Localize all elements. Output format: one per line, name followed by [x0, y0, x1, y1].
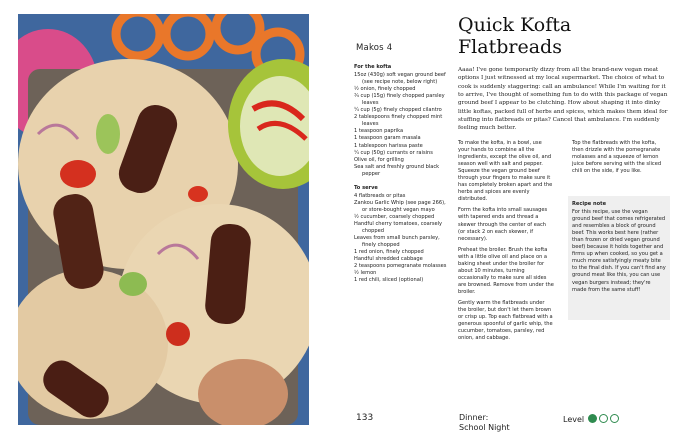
food-photo	[18, 14, 309, 425]
title-line-2: Flatbreads	[458, 36, 562, 58]
recipe-title	[458, 14, 668, 58]
ingredient-item: 2 teaspoons pomegranate molasses	[354, 263, 447, 270]
difficulty-level	[563, 414, 619, 425]
method-step: Form the kofta into small sausages with tapered ends and thread a skewer through the center of each (or stack 2 on each skewer, if necessary).	[458, 207, 548, 242]
section-line-1: Dinner:	[459, 413, 489, 422]
recipe-note-box	[568, 196, 670, 320]
ingredient-item: ½ onion, finely chopped	[354, 86, 416, 93]
ingredient-item: Handful shredded cabbage	[354, 256, 423, 263]
ingredient-item: ½ cucumber, coarsely chopped	[354, 213, 435, 220]
kofta-ingredient-list	[354, 72, 452, 178]
ingredient-item: Leaves from small bunch parsley, finely chopped	[354, 235, 440, 249]
ingredient-item: Zankou Garlic Whip (see page 266), or store-bought vegan mayo	[354, 199, 446, 213]
ingredient-item: 1 tablespoon harissa paste	[354, 142, 423, 149]
ingredient-item: 4 flatbreads or pitas	[354, 192, 406, 199]
title-line-1: Quick Kofta	[458, 14, 572, 36]
ingredient-item: ¾ cup (15g) finely chopped parsley leaves	[354, 93, 445, 107]
ingredient-item: Handful cherry tomatoes, coarsely chopped	[354, 220, 443, 235]
method-step: To make the kofta, in a bowl, use your hands to combine all the ingredients, except the olive oil, and season well with salt and pepper. Squeeze the vegan ground beef through your fingers to make sure it has completely broken apart and the herbs and spices are evenly distributed.	[458, 140, 553, 203]
recipe-note-body: For this recipe, use the vegan ground beef that comes refrigerated and resembles a block of ground beef. This works best here (rather than frozen or dried vegan ground beef) because it holds together and firms up when cooked, so you get a much more satisfyingly meaty bite to the final dish. If you can't find any ground meat like this, you can use vegan burgers instead; they're made from the same stuff!	[572, 209, 666, 293]
serve-ingredient-list	[354, 193, 452, 285]
ingredient-item: 2 tablespoons finely chopped mint leaves	[354, 114, 443, 128]
kofta-heading: For the kofta	[354, 64, 392, 70]
level-dot	[610, 414, 619, 423]
ingredient-item: 1 teaspoon garam masala	[354, 135, 421, 142]
servings-label: Makos 4	[356, 43, 393, 53]
method-column-2	[572, 140, 668, 179]
level-dot	[599, 414, 608, 423]
method-column-1	[458, 140, 554, 346]
intro-paragraph: Aaaa! I've gone temporarily dizzy from all the brand-new vegan meat options I just witnessed at my local supermarket. The choice of what to cook is suddenly staggering: call an ambulance! While I'm waiting for it to arrive, I've thought of something fun to do with this package of vegan ground beef I appear to be clutching. How about shaping it into dinky little koftas, packed full of herbs and spices, which makes them ideal for stuffing into flatbreads or pitas? Cancel that ambulance. I'm suddenly feeling much better.	[458, 67, 668, 132]
method-step: Top the flatbreads with the kofta, then drizzle with the pomegranate molasses and a squeeze of lemon juice before serving with the sliced chili on the side, if you like.	[572, 140, 662, 175]
ingredient-item: ¼ cup (5g) finely chopped cilantro	[354, 107, 442, 114]
method-step: Preheat the broiler. Brush the kofta with a little olive oil and place on a baking sheet under the broiler for about 10 minutes, turning occasionally to make sure all sides are browned. Remove from under the broiler.	[458, 246, 554, 295]
method-step: Gently warm the flatbreads under the broiler, but don't let them brown or crisp up. Top each flatbread with a generous spoonful of garlic whip, the cucumber, tomatoes, parsley, red onion, and cabbage.	[458, 299, 553, 342]
ingredients-column	[354, 64, 452, 284]
recipe-note-heading: Recipe note	[572, 201, 607, 207]
serve-heading: To serve	[354, 184, 378, 191]
ingredient-item: ¼ cup (50g) currants or raisins	[354, 149, 433, 156]
level-label: Level	[563, 415, 585, 424]
section-line-2: School Night	[459, 423, 510, 432]
ingredient-item: 1 teaspoon paprika	[354, 128, 404, 135]
ingredient-item: 15oz (430g) soft vegan ground beef (see recipe note, below right)	[354, 72, 446, 86]
page-number: 133	[356, 413, 374, 423]
ingredient-item: 1 red onion, finely chopped	[354, 249, 424, 256]
ingredient-item: Olive oil, for grilling	[354, 156, 404, 163]
section-name	[459, 413, 510, 433]
level-indicator	[584, 414, 619, 425]
ingredient-item: Sea salt and freshly ground black pepper	[354, 163, 440, 177]
ingredient-item: ½ lemon	[354, 270, 377, 277]
level-dot	[588, 414, 597, 423]
ingredient-item: 1 red chili, sliced (optional)	[354, 277, 424, 284]
